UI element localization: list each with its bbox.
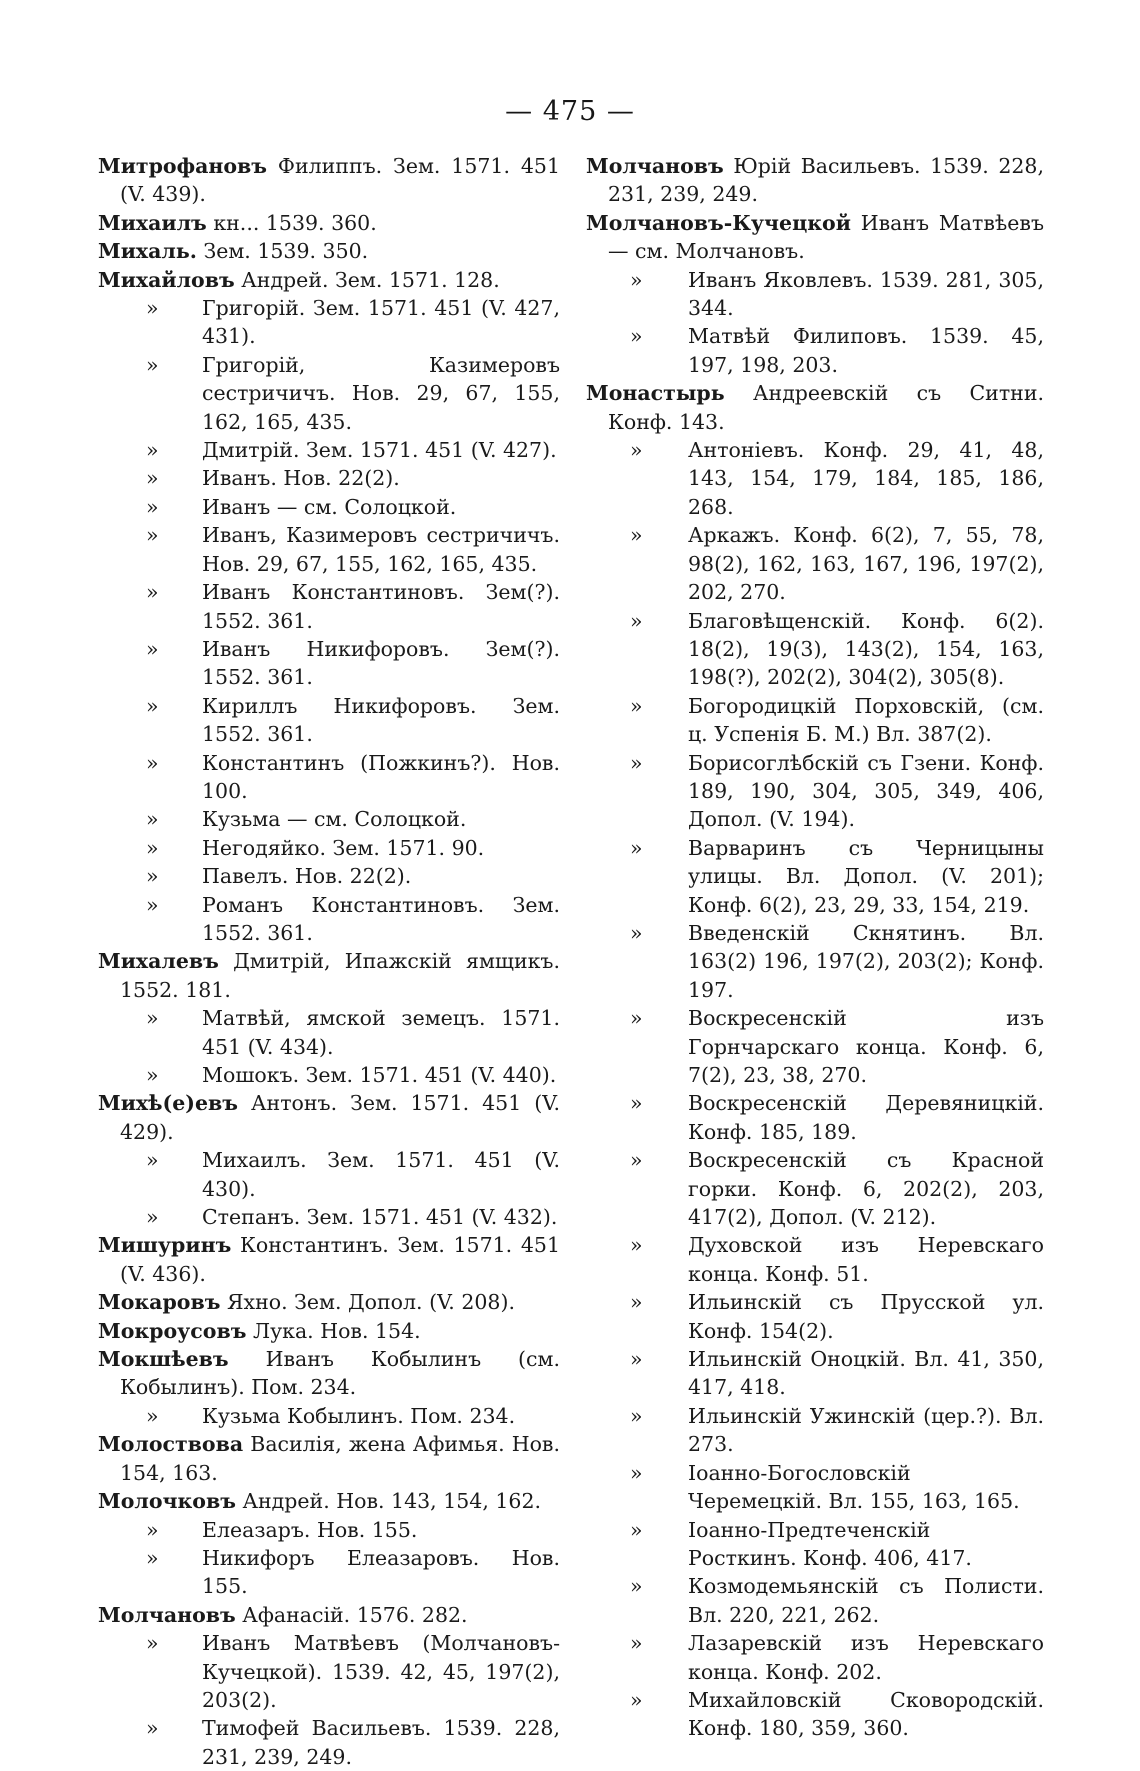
entry-text: Филиппъ. Зем. 1571. 451 (V. 439). — [120, 154, 560, 207]
entry-text: Иванъ Матвѣевъ (Молчановъ-Кучецкой). 1539. 42, 45, 197(2), 203(2). — [202, 1631, 560, 1712]
entry-text: Афанасій. 1576. 282. — [242, 1602, 468, 1627]
index-entry — [98, 237, 560, 265]
ditto-mark: » — [146, 352, 159, 377]
ditto-mark: » — [630, 1006, 643, 1031]
index-entry — [98, 1288, 560, 1316]
entry-text: Борисоглѣбскій съ Гзени. Конф. 189, 190, 304, 305, 349, 406, Допол. (V. 194). — [688, 750, 1044, 832]
index-subentry — [98, 578, 560, 635]
ditto-mark: » — [630, 1403, 643, 1428]
right-column — [586, 152, 1044, 1743]
ditto-mark: » — [146, 296, 159, 321]
ditto-mark: » — [630, 750, 643, 775]
entry-text: Романъ Константиновъ. Зем. 1552. 361. — [202, 892, 560, 945]
index-entry — [98, 1231, 560, 1288]
index-subentry — [98, 436, 560, 464]
entry-heading: Молчановъ — [586, 154, 724, 178]
ditto-mark: » — [146, 1517, 159, 1542]
index-subentry — [586, 749, 1044, 834]
index-subentry — [586, 1516, 1044, 1573]
ditto-mark: » — [146, 580, 159, 605]
ditto-mark: » — [146, 835, 159, 860]
index-subentry — [586, 1288, 1044, 1345]
ditto-mark: » — [630, 267, 643, 292]
index-subentry — [98, 351, 560, 436]
index-entry — [98, 1487, 560, 1515]
ditto-mark: » — [146, 466, 159, 491]
entry-text: Іоанно-Богословскій Черемецкій. Вл. 155, 163, 165. — [688, 1460, 1020, 1514]
ditto-mark: » — [146, 1545, 159, 1570]
ditto-mark: » — [630, 1687, 643, 1712]
entry-text: Ильинскій Оноцкій. Вл. 41, 350, 417, 418. — [688, 1347, 1044, 1400]
entry-text: Михайловскій Сковородскій. Конф. 180, 359, 360. — [688, 1687, 1044, 1741]
ditto-mark: » — [630, 1091, 643, 1116]
index-subentry — [586, 266, 1044, 323]
entry-text: Михаилъ. Зем. 1571. 451 (V. 430). — [202, 1148, 560, 1201]
index-subentry — [98, 1544, 560, 1601]
index-subentry — [586, 919, 1044, 1004]
entry-text: Воскресенскій Деревяницкій. Конф. 185, 189. — [688, 1091, 1044, 1144]
entry-text: Кузьма — см. Солоцкой. — [202, 807, 467, 832]
index-entry — [98, 266, 560, 294]
entry-text: Василія, жена Афимья. Нов. 154, 163. — [120, 1432, 560, 1485]
entry-text: Мошокъ. Зем. 1571. 451 (V. 440). — [202, 1063, 557, 1087]
entry-heading: Мокаровъ — [98, 1290, 221, 1315]
ditto-mark: » — [630, 1233, 643, 1258]
entry-text: Лука. Нов. 154. — [252, 1318, 421, 1343]
entry-text: Иванъ Яковлевъ. 1539. 281, 305, 344. — [688, 267, 1044, 321]
ditto-mark: » — [630, 1148, 643, 1173]
index-subentry — [98, 862, 560, 890]
index-entry — [586, 209, 1044, 266]
entry-text: Введенскій Скнятинъ. Вл. 163(2) 196, 197(2), 203(2); Конф. 197. — [688, 920, 1044, 1002]
entry-text: Степанъ. Зем. 1571. 451 (V. 432). — [202, 1205, 558, 1230]
entry-text: Дмитрій. Зем. 1571. 451 (V. 427). — [202, 438, 557, 463]
index-entry — [98, 1430, 560, 1487]
entry-text: Иванъ — см. Солоцкой. — [202, 494, 457, 519]
entry-text: Богородицкій Порховскій, (см. ц. Успенія Б. М.) Вл. 387(2). — [688, 693, 1044, 747]
index-subentry — [586, 1231, 1044, 1288]
index-subentry — [98, 493, 560, 521]
entry-text: Павелъ. Нов. 22(2). — [202, 864, 412, 889]
entry-text: Духовской изъ Неревскаго конца. Конф. 51. — [688, 1233, 1044, 1286]
entry-text: Григорій, Казимеровъ сестричичъ. Нов. 29, 67, 155, 162, 165, 435. — [202, 352, 560, 434]
index-subentry — [98, 1402, 560, 1430]
ditto-mark: » — [146, 636, 159, 661]
index-subentry — [98, 294, 560, 351]
entry-heading: Михаилъ — [98, 210, 207, 235]
entry-text: Благовѣщенскій. Конф. 6(2). 18(2), 19(3), 143(2), 154, 163, 198(?), 202(2), 304(2), 305(8). — [688, 608, 1044, 690]
ditto-mark: » — [630, 1347, 643, 1372]
index-entry — [98, 1601, 560, 1629]
entry-text: Иванъ Константиновъ. Зем(?). 1552. 361. — [202, 580, 560, 633]
entry-text: Яхно. Зем. Допол. (V. 208). — [226, 1290, 515, 1315]
ditto-mark: » — [146, 693, 159, 718]
index-subentry — [586, 1004, 1044, 1089]
entry-text: Иванъ Матвѣевъ — см. Молчановъ. — [608, 210, 1044, 264]
ditto-mark: » — [630, 1517, 643, 1542]
index-entry — [586, 379, 1044, 436]
left-column — [98, 152, 560, 1771]
ditto-mark: » — [630, 1290, 643, 1315]
ditto-mark: » — [146, 1631, 159, 1656]
index-subentry — [586, 1345, 1044, 1402]
entry-text: Аркажъ. Конф. 6(2), 7, 55, 78, 98(2), 162, 163, 167, 196, 197(2), 202, 270. — [688, 523, 1044, 605]
ditto-mark: » — [146, 1148, 159, 1173]
index-subentry — [98, 1061, 560, 1089]
index-subentry — [98, 1004, 560, 1061]
entry-heading: Михалевъ — [98, 949, 219, 974]
ditto-mark: » — [630, 523, 643, 548]
index-subentry — [586, 1629, 1044, 1686]
index-subentry — [586, 322, 1044, 379]
entry-text: Кириллъ Никифоровъ. Зем. 1552. 361. — [202, 693, 560, 747]
index-entry — [98, 947, 560, 1004]
index-subentry — [586, 607, 1044, 692]
index-entry — [98, 152, 560, 209]
index-subentry — [98, 635, 560, 692]
entry-text: Никифоръ Елеазаровъ. Нов. 155. — [202, 1545, 560, 1599]
ditto-mark: » — [146, 438, 159, 463]
index-subentry — [586, 1572, 1044, 1629]
entry-text: Иванъ, Казимеровъ сестричичъ. Нов. 29, 67, 155, 162, 165, 435. — [202, 523, 560, 576]
entry-text: Воскресенскій съ Красной горки. Конф. 6, 202(2), 203, 417(2), Допол. (V. 212). — [688, 1148, 1044, 1230]
ditto-mark: » — [146, 1006, 159, 1031]
entry-text: кн... 1539. 360. — [213, 210, 377, 235]
index-entry — [586, 152, 1044, 209]
entry-heading: Михѣ(е)евъ — [98, 1091, 238, 1116]
ditto-mark: » — [630, 835, 643, 860]
index-subentry — [98, 464, 560, 492]
ditto-mark: » — [146, 1205, 159, 1230]
ditto-mark: » — [630, 1460, 643, 1485]
index-entry — [98, 1317, 560, 1345]
entry-text: Воскресенскій изъ Горнчарскаго конца. Конф. 6, 7(2), 23, 38, 270. — [688, 1006, 1044, 1087]
index-subentry — [586, 436, 1044, 521]
ditto-mark: » — [630, 920, 643, 945]
ditto-mark: » — [630, 324, 643, 349]
index-subentry — [98, 891, 560, 948]
ditto-mark: » — [146, 1403, 159, 1428]
entry-text: Андреевскій съ Ситни. Конф. 143. — [608, 381, 1044, 434]
index-subentry — [98, 834, 560, 862]
entry-heading: Михаль. — [98, 239, 197, 264]
index-subentry — [586, 521, 1044, 606]
entry-heading: Мишуринъ — [98, 1233, 232, 1258]
ditto-mark: » — [146, 807, 159, 832]
index-subentry — [98, 1516, 560, 1544]
ditto-mark: » — [146, 1063, 159, 1087]
index-subentry — [98, 1146, 560, 1203]
ditto-mark: » — [630, 608, 643, 633]
ditto-mark: » — [146, 750, 159, 775]
index-subentry — [98, 692, 560, 749]
index-subentry — [98, 805, 560, 833]
ditto-mark: » — [630, 693, 643, 718]
entry-heading: Митрофановъ — [98, 154, 268, 178]
index-subentry — [586, 1402, 1044, 1459]
entry-heading: Мокшѣевъ — [98, 1347, 229, 1372]
ditto-mark: » — [630, 1574, 643, 1599]
ditto-mark: » — [146, 1716, 159, 1741]
index-entry — [98, 1089, 560, 1146]
entry-text: Андрей. Нов. 143, 154, 162. — [242, 1489, 542, 1514]
entry-text: Константинъ. Зем. 1571. 451 (V. 436). — [120, 1233, 560, 1286]
entry-text: Константинъ (Пожкинъ?). Нов. 100. — [202, 750, 560, 803]
index-subentry — [586, 1146, 1044, 1231]
entry-text: Антоніевъ. Конф. 29, 41, 48, 143, 154, 179, 184, 185, 186, 268. — [688, 438, 1044, 519]
index-entry — [98, 209, 560, 237]
index-subentry — [586, 834, 1044, 919]
index-subentry — [98, 749, 560, 806]
index-subentry — [98, 521, 560, 578]
entry-text: Іоанно-Предтеченскій Росткинъ. Конф. 406, 417. — [688, 1517, 972, 1570]
entry-text: Иванъ Никифоровъ. Зем(?). 1552. 361. — [202, 636, 560, 690]
entry-text: Ильинскій Ужинскій (цер.?). Вл. 273. — [688, 1403, 1044, 1457]
index-subentry — [586, 692, 1044, 749]
ditto-mark: » — [630, 438, 643, 463]
entry-heading: Молочковъ — [98, 1489, 236, 1514]
ditto-mark: » — [630, 1631, 643, 1656]
entry-text: Матвѣй, ямской земецъ. 1571. 451 (V. 434). — [202, 1006, 560, 1059]
entry-heading: Монастырь — [586, 381, 725, 406]
index-subentry — [586, 1686, 1044, 1743]
page-number: — 475 — — [505, 96, 635, 127]
ditto-mark: » — [146, 494, 159, 519]
index-subentry — [586, 1459, 1044, 1516]
entry-text: Ильинскій съ Прусской ул. Конф. 154(2). — [688, 1290, 1044, 1343]
ditto-mark: » — [146, 864, 159, 889]
entry-text: Юрій Васильевъ. 1539. 228, 231, 239, 249. — [608, 154, 1044, 207]
entry-heading: Молоствова — [98, 1432, 244, 1457]
index-subentry — [98, 1203, 560, 1231]
entry-text: Негодяйко. Зем. 1571. 90. — [202, 835, 485, 860]
entry-text: Кузьма Кобылинъ. Пом. 234. — [202, 1403, 516, 1428]
entry-text: Тимофей Васильевъ. 1539. 228, 231, 239, 249. — [202, 1716, 560, 1769]
entry-text: Елеазаръ. Нов. 155. — [202, 1517, 418, 1542]
entry-text: Лазаревскій изъ Неревскаго конца. Конф. 202. — [688, 1631, 1044, 1684]
entry-heading: Михайловъ — [98, 267, 235, 292]
entry-text: Козмодемьянскій съ Полисти. Вл. 220, 221, 262. — [688, 1574, 1044, 1627]
entry-text: Андрей. Зем. 1571. 128. — [241, 267, 500, 292]
entry-heading: Молчановъ — [98, 1602, 236, 1627]
index-subentry — [98, 1629, 560, 1714]
index-subentry — [98, 1714, 560, 1771]
entry-heading: Молчановъ-Кучецкой — [586, 210, 851, 235]
ditto-mark: » — [146, 892, 159, 917]
index-entry — [98, 1345, 560, 1402]
index-subentry — [586, 1089, 1044, 1146]
entry-heading: Мокроусовъ — [98, 1318, 247, 1343]
entry-text: Дмитрій, Ипажскій ямщикъ. 1552. 181. — [120, 949, 560, 1002]
entry-text: Иванъ Кобылинъ (см. Кобылинъ). Пом. 234. — [120, 1347, 560, 1400]
entry-text: Григорій. Зем. 1571. 451 (V. 427, 431). — [202, 296, 560, 349]
entry-text: Матвѣй Филиповъ. 1539. 45, 197, 198, 203. — [688, 324, 1044, 377]
ditto-mark: » — [146, 523, 159, 548]
entry-text: Варваринъ съ Черницыны улицы. Вл. Допол. (V. 201); Конф. 6(2), 23, 29, 33, 154, 219. — [688, 835, 1044, 917]
entry-text: Иванъ. Нов. 22(2). — [202, 466, 400, 491]
entry-text: Антонъ. Зем. 1571. 451 (V. 429). — [120, 1091, 560, 1144]
entry-text: Зем. 1539. 350. — [203, 239, 369, 264]
